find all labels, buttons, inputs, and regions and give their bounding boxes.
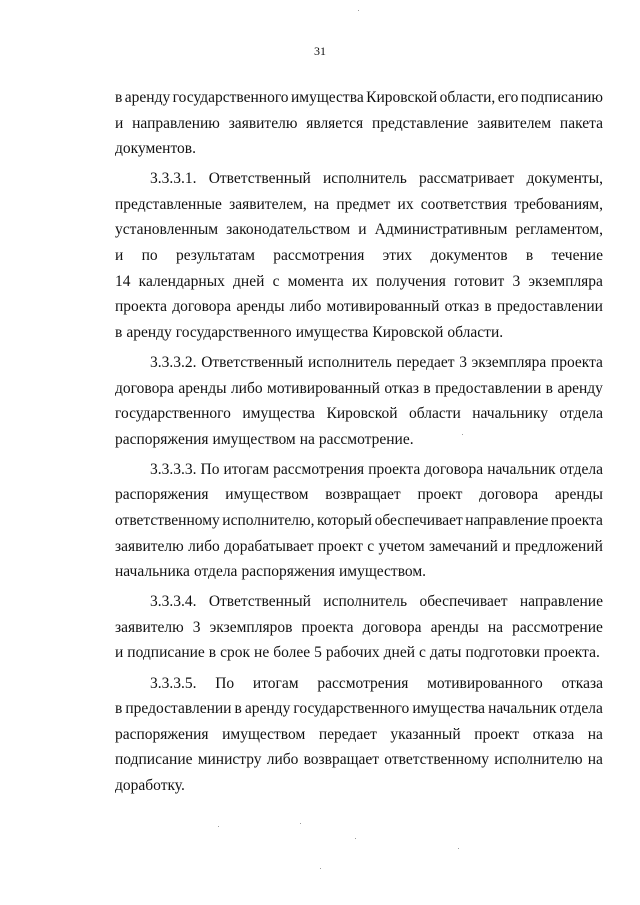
word: регламентом,: [515, 221, 603, 239]
word: в: [115, 700, 123, 718]
page-number: 31: [314, 44, 326, 58]
text-line: [115, 534, 603, 560]
word: распоряжения: [115, 486, 209, 504]
paragraph: [115, 85, 603, 162]
word: этих: [382, 247, 413, 265]
word: отдела: [193, 563, 238, 581]
word: результатам: [175, 247, 255, 265]
word: с: [419, 644, 426, 662]
word: государственного: [115, 405, 231, 423]
word: министру: [197, 751, 262, 769]
word: имущества: [295, 323, 369, 341]
word: более: [273, 644, 311, 662]
word: течение: [551, 247, 603, 265]
word: 3.3.3.5.: [150, 674, 197, 692]
word: итогам: [223, 460, 270, 478]
word: итогам: [252, 674, 299, 692]
word: либо: [289, 298, 322, 316]
word: отдела: [559, 460, 603, 478]
word: направление: [465, 512, 549, 529]
word: 3.3.3.3.: [150, 460, 197, 478]
word: рассмотрение: [512, 618, 603, 636]
word: в: [115, 89, 123, 106]
text-line: [115, 376, 603, 402]
word: имущества: [242, 405, 316, 423]
word: его: [497, 89, 519, 106]
word: 3: [192, 618, 201, 636]
word: в: [423, 379, 431, 397]
word: документов.: [115, 140, 196, 158]
word: имущества: [412, 700, 486, 718]
word: по: [141, 247, 158, 265]
text-line: [115, 559, 603, 585]
word: проекта: [301, 618, 354, 636]
text-line: [115, 269, 603, 295]
word: подготовки: [465, 644, 540, 662]
word: области: [408, 405, 461, 423]
word: дорабатывает: [224, 537, 314, 555]
text-line: [115, 615, 603, 641]
word: их: [397, 195, 414, 213]
word: имущества: [291, 89, 364, 106]
word: с: [272, 272, 280, 290]
word: либо: [230, 379, 263, 397]
word: аренду: [126, 323, 172, 341]
document-body: [115, 85, 603, 799]
word: отказа: [561, 674, 603, 692]
word: Кировской: [326, 405, 398, 423]
text-line: [115, 671, 603, 697]
word: подписание: [115, 751, 193, 769]
word: на: [313, 195, 330, 213]
word: календарных: [138, 272, 225, 290]
word: установленным: [115, 221, 219, 239]
word: их: [351, 272, 368, 290]
text-line: [115, 640, 603, 666]
word: проекта.: [543, 644, 600, 662]
scan-speck: [355, 838, 356, 839]
word: проект: [474, 725, 520, 743]
word: 3: [459, 353, 467, 371]
word: в: [525, 247, 534, 265]
word: учетом: [378, 537, 425, 555]
word: мотивированный: [267, 379, 380, 397]
scan-speck: [320, 868, 321, 869]
text-line: [115, 320, 603, 346]
word: и: [502, 537, 511, 555]
text-line: [115, 722, 603, 748]
word: исполнитель: [323, 170, 407, 188]
word: отказ: [384, 379, 419, 397]
paragraph: [115, 457, 603, 585]
word: отказ: [444, 298, 480, 316]
word: договора: [172, 298, 232, 316]
scan-speck: [458, 848, 459, 849]
word: договора: [115, 379, 174, 397]
word: договора: [424, 460, 484, 478]
text-line: [115, 243, 603, 269]
word: отказа: [532, 725, 575, 743]
word: аренды: [236, 298, 285, 316]
word: не: [254, 644, 270, 662]
word: обеспечивает: [374, 512, 463, 529]
word: 5: [314, 644, 322, 662]
word: на: [487, 618, 504, 636]
word: предоставлении: [435, 379, 542, 397]
word: рассматривает: [419, 170, 515, 188]
word: предмет: [336, 195, 391, 213]
word: 3: [512, 272, 521, 290]
word: аренду: [557, 379, 603, 397]
scan-speck: [300, 823, 301, 824]
word: Кировской: [366, 89, 438, 106]
word: указанный: [390, 725, 461, 743]
word: на: [299, 430, 315, 448]
word: заявителю: [228, 114, 298, 132]
word: проект: [317, 537, 363, 555]
word: рабочих: [325, 644, 380, 662]
word: мотивированного: [427, 674, 543, 692]
word: области,: [439, 89, 496, 106]
word: экземпляра: [471, 353, 547, 371]
word: исполнителю: [494, 751, 583, 769]
paragraph: [115, 589, 603, 666]
word: пакета: [559, 114, 603, 132]
word: документы,: [526, 170, 603, 188]
text-line: [115, 508, 603, 534]
word: отдела: [559, 405, 603, 423]
paragraph: [115, 350, 603, 452]
word: представление: [371, 114, 469, 132]
word: дней: [233, 272, 265, 290]
text-line: [115, 136, 603, 162]
word: предоставлении: [496, 298, 603, 316]
word: представленные: [115, 195, 222, 213]
word: проекта: [115, 298, 168, 316]
word: По: [215, 674, 235, 692]
word: доработку.: [115, 776, 185, 794]
word: имуществом: [212, 430, 296, 448]
text-line: [115, 589, 603, 615]
text-line: [115, 401, 603, 427]
word: законодательством: [226, 221, 351, 239]
word: 3.3.3.2.: [150, 353, 197, 371]
scan-speck: [462, 434, 463, 435]
word: заявителем: [477, 114, 552, 132]
word: области.: [447, 323, 504, 341]
word: аренды: [554, 486, 603, 504]
word: и: [358, 221, 367, 239]
word: требованиям,: [514, 195, 603, 213]
word: возвращает: [303, 751, 380, 769]
word: аренду: [124, 89, 171, 106]
paragraph: [115, 166, 603, 345]
word: даты: [429, 644, 462, 662]
word: Административным: [374, 221, 508, 239]
text-line: [115, 166, 603, 192]
scan-speck: [358, 10, 359, 11]
word: начальник: [487, 460, 556, 478]
text-line: [115, 482, 603, 508]
word: в: [115, 323, 123, 341]
word: готовит: [454, 272, 505, 290]
word: 14: [115, 272, 131, 290]
word: возвращает: [325, 486, 401, 504]
word: начальнику: [472, 405, 549, 423]
word: с: [367, 537, 375, 555]
word: проекта: [550, 512, 603, 529]
word: исполнитель: [307, 353, 392, 371]
word: исполнитель: [323, 593, 408, 611]
word: распоряжения: [115, 725, 209, 743]
word: ответственному: [384, 751, 490, 769]
word: который: [317, 512, 373, 529]
word: либо: [188, 537, 220, 555]
text-line: [115, 111, 603, 137]
word: на: [587, 751, 603, 769]
text-line: [115, 747, 603, 773]
word: государственного: [175, 323, 292, 341]
word: рассмотрения: [317, 674, 409, 692]
word: проект: [417, 486, 463, 504]
text-line: [115, 457, 603, 483]
word: и: [115, 644, 124, 662]
word: на: [587, 725, 603, 743]
word: мотивированный: [326, 298, 440, 316]
word: начальника: [115, 563, 190, 581]
text-line: [115, 85, 603, 111]
word: договора: [479, 486, 539, 504]
text-line: [115, 192, 603, 218]
text-line: [115, 773, 603, 799]
scan-speck: [218, 826, 219, 827]
word: имуществом: [225, 486, 309, 504]
word: распоряжения: [115, 430, 209, 448]
word: Ответственный: [201, 353, 304, 371]
word: Кировской: [372, 323, 444, 341]
word: заявителю: [115, 618, 184, 636]
word: аренды: [430, 618, 479, 636]
word: отдела: [559, 700, 603, 718]
paragraph: [115, 671, 603, 799]
word: является: [306, 114, 364, 132]
word: имуществом: [222, 725, 306, 743]
word: замечаний: [429, 537, 498, 555]
word: дней: [383, 644, 415, 662]
word: Ответственный: [208, 593, 311, 611]
word: срок: [220, 644, 251, 662]
word: и: [115, 114, 124, 132]
word: документов: [430, 247, 508, 265]
word: обеспечивает: [419, 593, 508, 611]
text-line: [115, 294, 603, 320]
text-line: [115, 696, 603, 722]
word: предложений: [514, 537, 603, 555]
word: проекта: [550, 353, 603, 371]
word: соответствия: [420, 195, 508, 213]
word: получения: [376, 272, 446, 290]
word: ответственному: [115, 512, 220, 529]
word: распоряжения: [241, 563, 335, 581]
word: исполнителю,: [222, 512, 315, 529]
word: передает: [318, 725, 377, 743]
word: рассмотрение.: [318, 430, 414, 448]
word: экземпляров: [209, 618, 293, 636]
text-line: [115, 217, 603, 243]
word: проекта: [368, 460, 421, 478]
text-line: [115, 427, 603, 453]
word: аренду: [244, 700, 291, 718]
word: в: [545, 379, 553, 397]
word: 3.3.3.1.: [150, 170, 197, 188]
word: направление: [519, 593, 603, 611]
word: рассмотрения: [273, 247, 365, 265]
word: Ответственный: [208, 170, 311, 188]
word: момента: [287, 272, 344, 290]
text-line: [115, 350, 603, 376]
word: договора: [362, 618, 422, 636]
word: имуществом.: [338, 563, 427, 581]
word: государственного: [172, 89, 289, 106]
word: заявителю: [115, 537, 184, 555]
word: 3.3.3.4.: [150, 593, 197, 611]
word: в: [208, 644, 217, 662]
word: заявителем,: [229, 195, 307, 213]
word: По: [200, 460, 220, 478]
word: подписанию: [520, 89, 603, 106]
word: направлению: [132, 114, 220, 132]
word: аренды: [178, 379, 227, 397]
word: начальник: [488, 700, 557, 718]
word: либо: [266, 751, 299, 769]
word: рассмотрения: [273, 460, 365, 478]
word: экземпляра: [528, 272, 603, 290]
word: государственного: [293, 700, 410, 718]
word: предоставлении: [125, 700, 232, 718]
word: в: [484, 298, 492, 316]
word: передает: [396, 353, 455, 371]
word: подписание: [127, 644, 205, 662]
word: и: [115, 247, 124, 265]
word: в: [234, 700, 242, 718]
